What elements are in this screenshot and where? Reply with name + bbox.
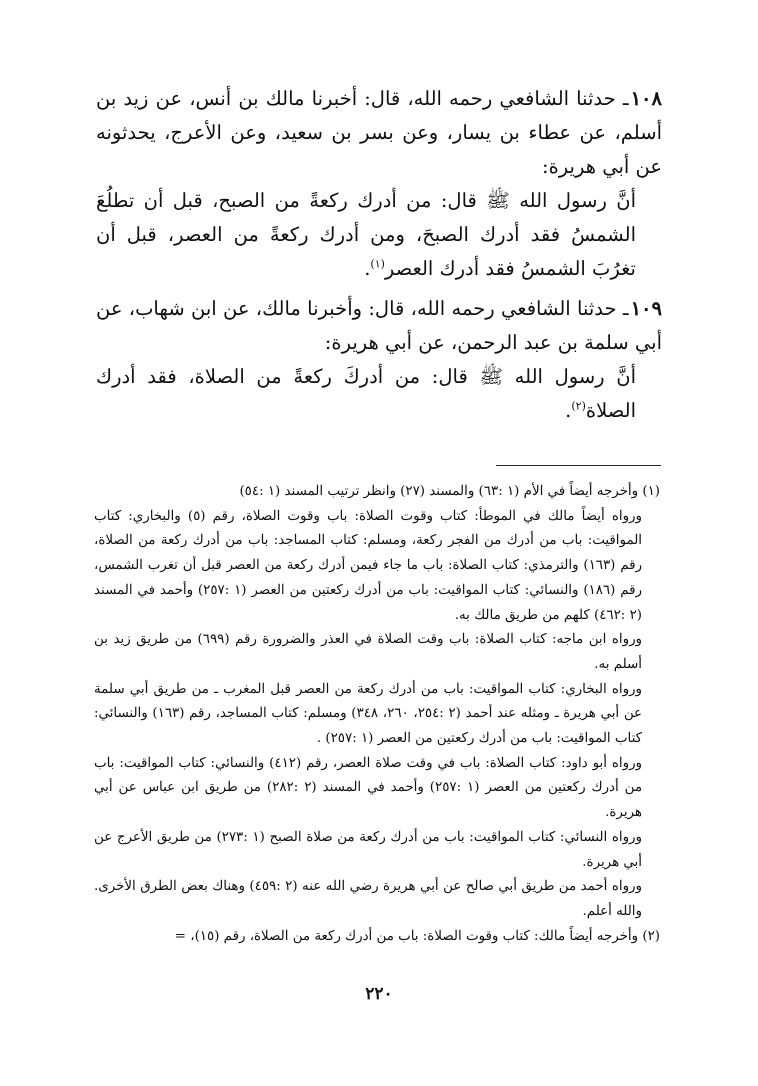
footnote-1-source: ورواه البخاري: كتاب المواقيت: باب من أدرك ركعة من العصر قبل المغرب ـ من طريق أبي سلمة عن أبي هريرة ـ ومثله عند أحمد (٢ :٢٥٤، ٢٦٠، ٣٤٨) ومسلم: كتاب المساجد، رقم (١٦٣) والنسائي: كتاب المواقيت: باب من أدرك ركعتين من العصر (١ :٢٥٧) . [94, 681, 642, 747]
footnote-1-source: ورواه أحمد من طريق أبي صالح عن أبي هريرة رضي الله عنه (٢ :٤٥٩) وهناك بعض الطرق الأخرى. والله أعلم. [94, 879, 642, 919]
footnote-1-source: ورواه ابن ماجه: كتاب الصلاة: باب وقت الصلاة في العذر والضرورة رقم (٦٩٩) من طريق زيد بن أسلم به. [94, 632, 642, 672]
footnote-1-source: ورواه النسائي: كتاب المواقيت: باب من أدرك ركعة من صلاة الصبح (١ :٢٧٣) من طريق الأعرج عن أبي هريرة. [94, 829, 642, 870]
hadith-109 [96, 292, 662, 428]
footnote-separator [496, 465, 661, 466]
hadith-number: ١٠٨ [630, 87, 662, 110]
matn-end: . [364, 257, 371, 280]
matn-end: . [565, 399, 572, 422]
isnad-text: ـ حدثنا الشافعي رحمه الله، قال: أخبرنا مالك بن أنس، عن زيد بن أسلم، عن عطاء بن يسار، وعن بسر بن سعيد، وعن الأعرج، يحدثونه عن أبي هريرة: [96, 87, 662, 178]
footnote-ref[interactable]: (١) [370, 257, 385, 271]
hadith-108 [96, 82, 662, 286]
footnote-1-source: ورواه أيضاً مالك في الموطأ: كتاب وقوت الصلاة: باب وقوت الصلاة، رقم (٥) والبخاري: كتاب المواقيت: باب من أدرك من الفجر ركعة، ومسلم: كتاب المساجد: باب من أدرك ركعة من الصلاة، رقم (١٦٣) والترمذي: كتاب الصلاة: باب ما جاء فيمن أدرك ركعة من العصر قبل أن تغرب الشمس، رقم (١٨٦) والنسائي: كتاب المواقيت: باب من أدرك ركعتين من العصر (١ :٢٥٧) وأحمد في المسند (٢ :٤٦٢) كلهم من طريق مالك به. [94, 508, 642, 623]
hadith-matn [96, 360, 662, 428]
matn-text: أنَّ رسول الله ﷺ قال: من أدركَ ركعةً من الصلاة، فقد أدرك الصلاة [96, 365, 636, 422]
main-text [96, 82, 662, 434]
footnote-2: (٢) وأخرجه أيضاً مالك: كتاب وقوت الصلاة: باب من أدرك ركعة من الصلاة، رقم (١٥)، = [174, 928, 660, 944]
footnote-ref[interactable]: (٢) [571, 399, 586, 413]
hadith-matn [96, 184, 662, 286]
matn-text: أنَّ رسول الله ﷺ قال: من أدرك ركعةً من الصبح، قبل أن تطلُعَ الشمسُ فقد أدرك الصبحَ، ومن أدرك ركعةً من العصر، قبل أن تغرُبَ الشمسُ فقد أدرك العصر [96, 189, 636, 280]
footnote-1-source: ورواه أبو داود: كتاب الصلاة: باب في وقت صلاة العصر، رقم (٤١٢) والنسائي: كتاب المواقيت: باب من أدرك ركعتين من العصر (١ :٢٥٧) وأحمد في المسند (٢ :٢٨٢) من طريق ابن عباس عن أبي هريرة. [94, 755, 642, 821]
hadith-isnad [96, 292, 662, 360]
footnote-1: (١) وأخرجه أيضاً في الأم (١ :٦٣) والمسند (٢٧) وانظر ترتيب المسند (١ :٥٤) [239, 484, 660, 499]
hadith-isnad [96, 82, 662, 184]
isnad-text: ـ حدثنا الشافعي رحمه الله، قال: وأخبرنا مالك، عن ابن شهاب، عن أبي سلمة بن عبد الرحمن، عن أبي هريرة: [96, 297, 662, 354]
page-number: ٢٢٠ [365, 984, 393, 1004]
hadith-number: ١٠٩ [630, 297, 662, 320]
footnotes [94, 480, 660, 949]
